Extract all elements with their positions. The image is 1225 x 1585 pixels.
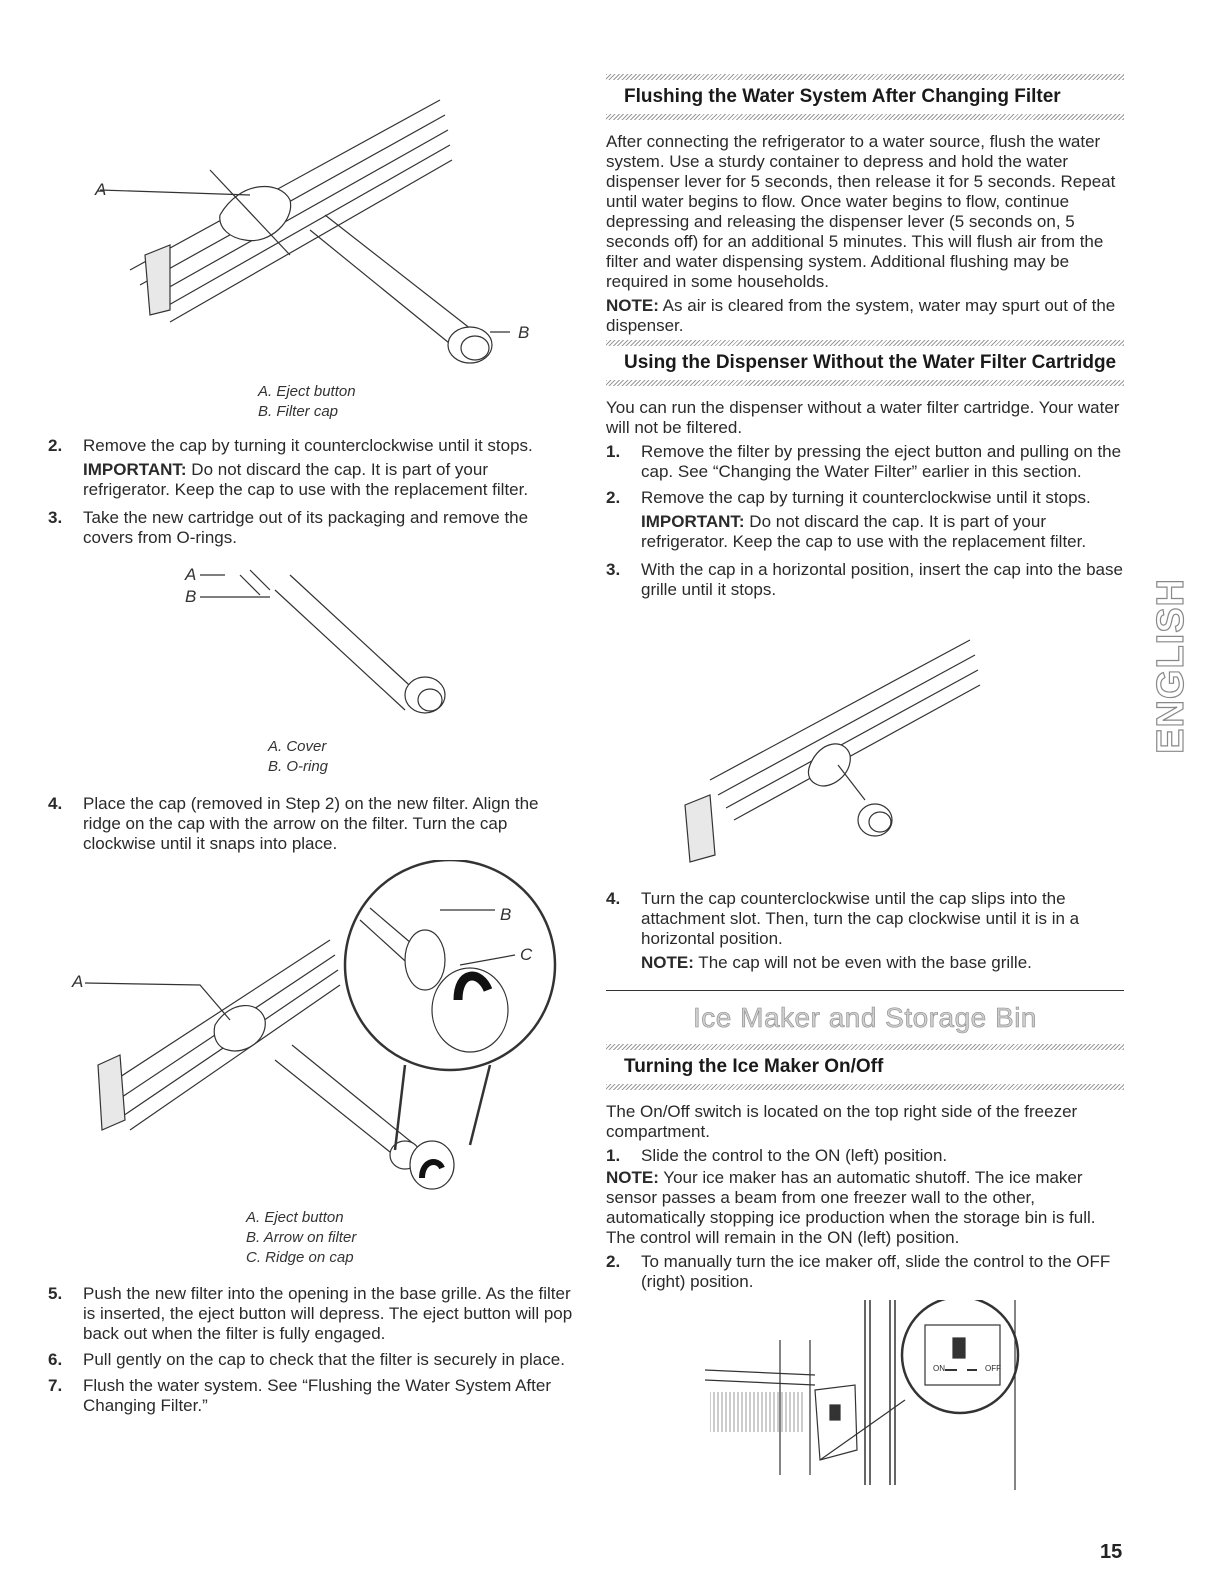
list-item: 5. Push the new filter into the opening in the base grille. As the filter is inserted, the eject button will depress. The eject button will pop back out when the filter is fully engaged. — [48, 1284, 573, 1343]
figure-cartridge — [180, 560, 480, 735]
switch-off-label: OFF — [985, 1364, 1001, 1373]
figure-label-b: B — [518, 323, 530, 342]
section-header-hatch — [606, 1084, 1124, 1090]
list-item: 4. Place the cap (removed in Step 2) on the new filter. Align the ridge on the cap with the arrow on the filter. Turn the cap clockwise until it snaps into place. — [48, 794, 539, 853]
section-heading: Turning the Ice Maker On/Off — [624, 1056, 884, 1077]
steps-list — [606, 442, 1124, 600]
note: NOTE: Your ice maker has an automatic shutoff. The ice maker sensor passes a beam from one freezer wall to the other, automatically stopping ice production when the storage bin is full. The control will remain in the ON (left) position. — [606, 1168, 1096, 1247]
figure-label-b: B — [500, 905, 512, 924]
section-flushing — [606, 74, 1124, 344]
switch-on-label: ON — [933, 1364, 945, 1373]
list-item: 3. With the cap in a horizontal position, insert the cap into the base grille until it stops. — [606, 560, 1123, 599]
step-4 — [48, 794, 578, 860]
language-tab: ENGLISH — [1150, 578, 1192, 754]
list-item: 6. Pull gently on the cap to check that the filter is securely in place. — [48, 1350, 565, 1369]
section-heading: Flushing the Water System After Changing Filter — [624, 86, 1061, 107]
figure-label-a: A — [95, 180, 107, 199]
list-item: 1. Slide the control to the ON (left) position. — [606, 1146, 948, 1165]
section-header-hatch — [606, 114, 1124, 120]
list-item: 1. Remove the filter by pressing the eject button and pulling on the cap. See “Changing the Water Filter” earlier in this section. — [606, 442, 1122, 481]
steps-2-3 — [48, 436, 578, 554]
list-item: 4. Turn the cap counterclockwise until the cap slips into the attachment slot. Then, turn the cap clockwise until it is in a horizontal position. NOTE: The cap will not be even with the base grille. — [606, 889, 1124, 973]
figure-filter-insertion — [60, 860, 560, 1205]
figure-caption: A. Cover B. O-ring — [268, 738, 329, 775]
note: NOTE: As air is cleared from the system, water may spurt out of the dispenser. — [606, 296, 1116, 335]
section-header-hatch — [606, 380, 1124, 386]
figure-eject-button — [70, 70, 570, 380]
list-item: 2. Remove the cap by turning it counterclockwise until it stops. IMPORTANT: Do not discard the cap. It is part of your refrigerator. Keep the cap to use with the replacement filter. — [48, 436, 578, 500]
list-item: 3. Take the new cartridge out of its packaging and remove the covers from O-rings. — [48, 508, 529, 547]
important-note: IMPORTANT: Do not discard the cap. It is part of your refrigerator. Keep the cap to use with the replacement filter. — [641, 512, 1087, 551]
page-number: 15 — [1100, 1541, 1123, 1563]
list-item: 7. Flush the water system. See “Flushing the Water System After Changing Filter.” — [48, 1376, 551, 1415]
figure-label-c: C — [520, 945, 533, 964]
figure-label-b: B — [185, 587, 197, 606]
step-4-right — [606, 889, 1124, 981]
paragraph: The On/Off switch is located on the top right side of the freezer compartment. — [606, 1102, 1078, 1141]
section-ice-onoff — [606, 1044, 1124, 1298]
steps-list — [606, 1252, 1124, 1292]
steps-5-7 — [48, 1284, 578, 1422]
note: NOTE: The cap will not be even with the base grille. — [641, 953, 1032, 972]
important-note: IMPORTANT: Do not discard the cap. It is part of your refrigerator. Keep the cap to use with the replacement filter. — [83, 460, 529, 499]
list-item: 2. To manually turn the ice maker off, slide the control to the OFF (right) position. — [606, 1252, 1111, 1291]
section-divider — [606, 990, 1124, 991]
section-without-filter — [606, 340, 1124, 606]
paragraph: After connecting the refrigerator to a water source, flush the water system. Use a sturdy container to depress and hold the water dispenser lever for 5 seconds, then release it for 5 seconds. Repeat until water begins to flow. Once water begins to flow, continue depressing and releasing the dispenser lever (5 seconds on, 5 seconds off) for an additional 5 minutes. This will flush air from the filter and water dispensing system. Additional flushing may be required in some households. — [606, 132, 1116, 291]
ice-section-title: Ice Maker and Storage Bin — [692, 1002, 1037, 1033]
section-heading: Using the Dispenser Without the Water Filter Cartridge — [624, 352, 1117, 373]
figure-cap-in-grille — [670, 630, 990, 865]
figure-caption: A. Eject button B. Filter cap — [258, 383, 356, 420]
steps-list — [606, 1146, 1124, 1166]
figure-caption: A. Eject button B. Arrow on filter C. Ridge on cap — [246, 1209, 357, 1266]
list-item: 2. Remove the cap by turning it counterclockwise until it stops. IMPORTANT: Do not discard the cap. It is part of your refrigerator. Keep the cap to use with the replacement filter. — [606, 488, 1124, 552]
paragraph: You can run the dispenser without a water filter cartridge. Your water will not be filtered. — [606, 398, 1120, 437]
figure-label-a: A — [185, 565, 197, 584]
figure-label-a: A — [72, 972, 84, 991]
figure-ice-maker-switch — [705, 1300, 1025, 1490]
